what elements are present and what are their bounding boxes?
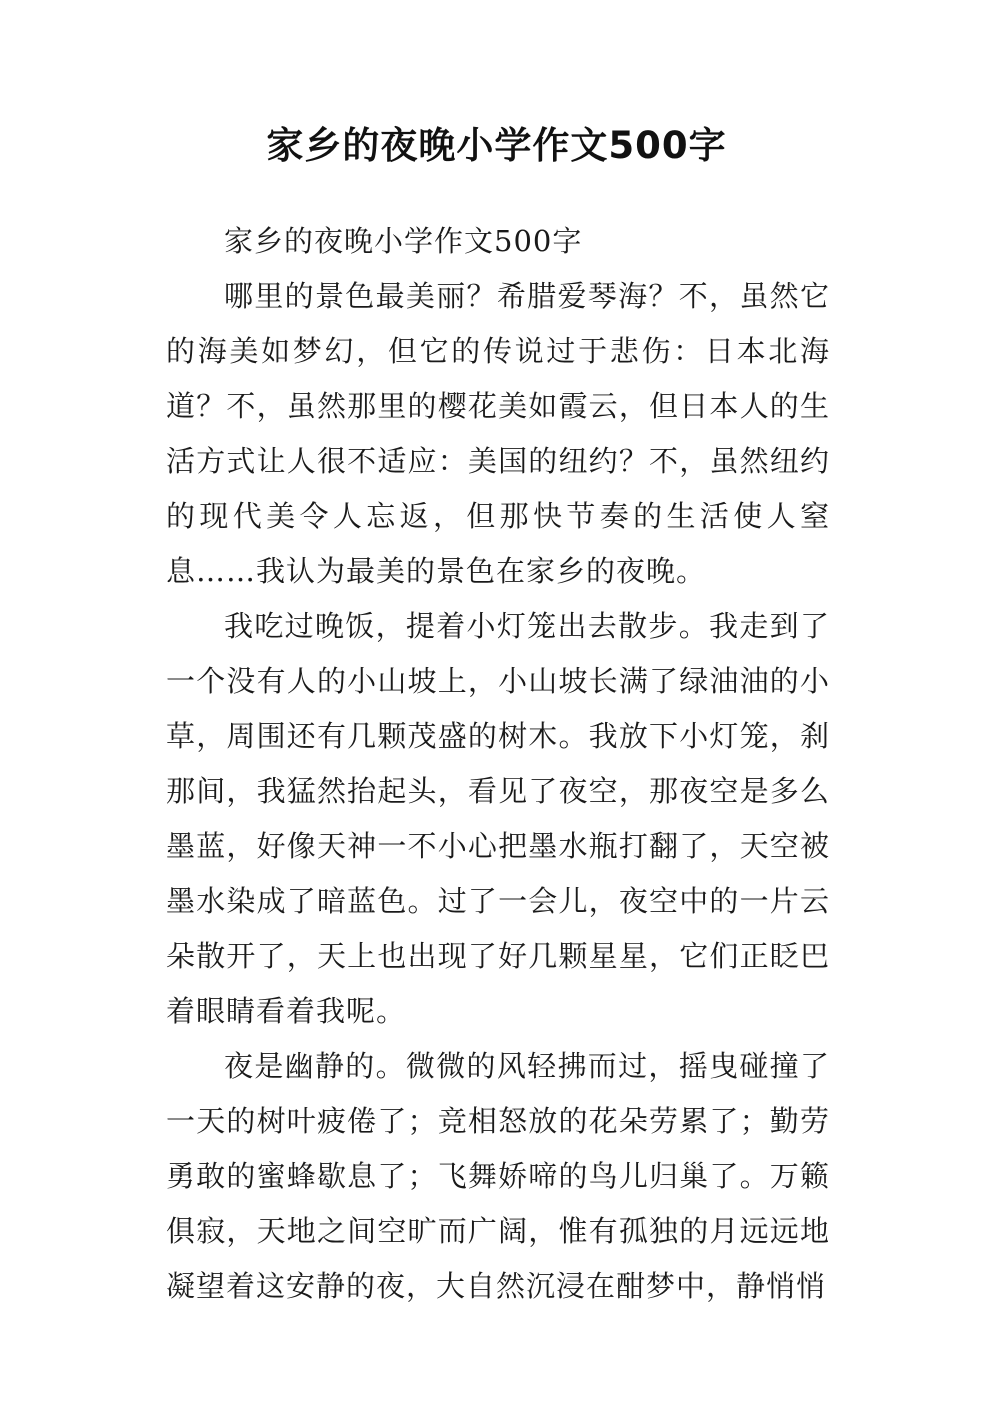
paragraph-subtitle: 家乡的夜晚小学作文500字 [224, 224, 583, 258]
paragraph-1: 哪里的景色最美丽？希腊爱琴海？不，虽然它的海美如梦幻，但它的传说过于悲伤：日本北海道？不，虽然那里的樱花美如霞云，但日本人的生活方式让人很不适应：美国的纽约？不，虽然纽约的现代美令人忘返，但那快节奏的生活使人窒息……我认为最美的景色在家乡的夜晚。 [166, 279, 830, 588]
paragraph-3: 夜是幽静的。微微的风轻拂而过，摇曳碰撞了一天的树叶疲倦了；竞相怒放的花朵劳累了；勤劳勇敢的蜜蜂歇息了；飞舞娇啼的鸟儿归巢了。万籁俱寂，天地之间空旷而广阔，惟有孤独的月远远地凝望着这安静的夜，大自然沉浸在酣梦中，静悄悄 [166, 1049, 830, 1303]
document-title: 家乡的夜晚小学作文500字 [266, 124, 727, 167]
document-body [166, 214, 830, 1314]
paragraph-2: 我吃过晚饭，提着小灯笼出去散步。我走到了一个没有人的小山坡上，小山坡长满了绿油油的小草，周围还有几颗茂盛的树木。我放下小灯笼，刹那间，我猛然抬起头，看见了夜空，那夜空是多么墨蓝，好像天神一不小心把墨水瓶打翻了，天空被墨水染成了暗蓝色。过了一会儿，夜空中的一片云朵散开了，天上也出现了好几颗星星，它们正眨巴着眼睛看着我呢。 [166, 609, 830, 1028]
